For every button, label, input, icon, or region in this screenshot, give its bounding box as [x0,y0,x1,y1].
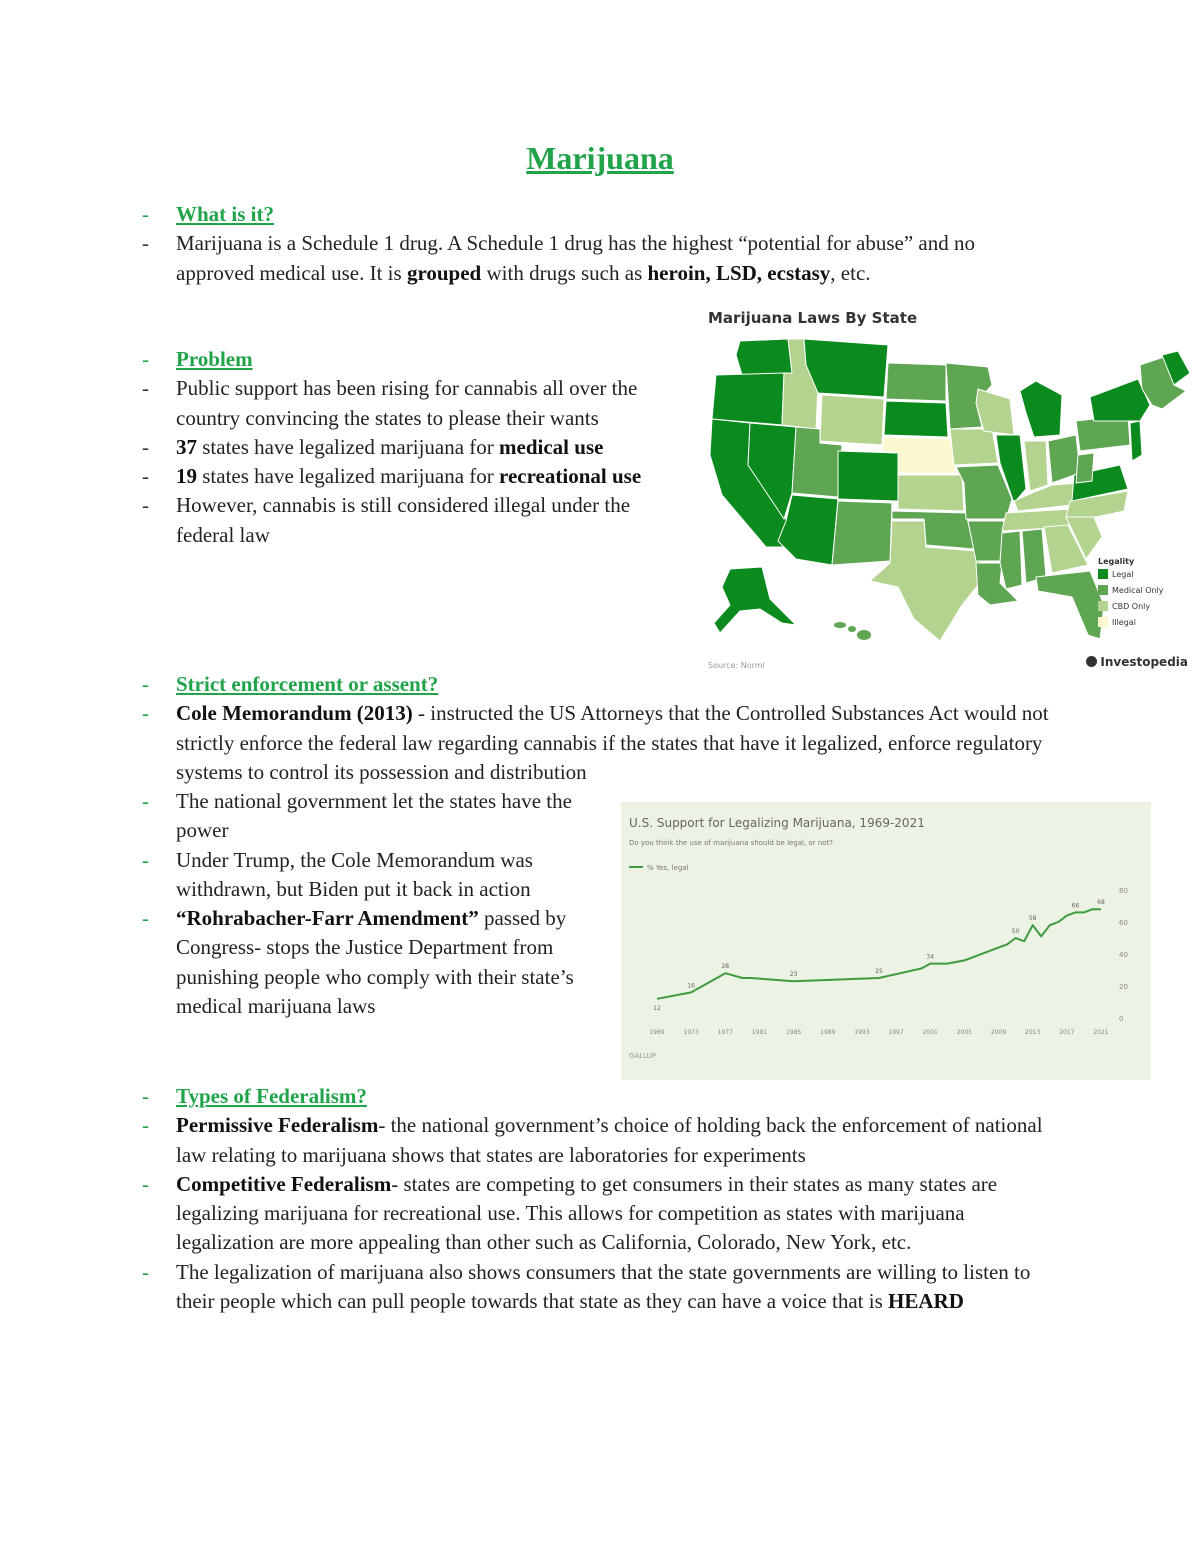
text: - the national government’s choice of holding back the enforcement of national law relating to marijuana shows that states are laboratories for experiments [176,1113,1043,1167]
data-label: 23 [789,971,798,979]
list-item [142,229,1057,288]
list-item [142,846,592,905]
section-what-is-it [142,200,1057,288]
bullet-dash: - [142,347,149,371]
x-tick-label: 1977 [717,1029,733,1036]
state-wisconsin [976,389,1014,435]
bullet-dash: - [142,464,149,489]
gallup-support-chart [621,802,1151,1080]
data-label: 16 [687,982,695,990]
list-item [142,433,667,462]
x-tick-label: 1997 [888,1029,904,1036]
legend-title: Legality [1098,557,1135,566]
y-tick-label: 40 [1119,951,1128,959]
state-south-dakota [884,401,948,437]
data-label: 50 [1011,928,1020,935]
x-tick-label: 1973 [683,1029,699,1036]
list-item [142,1082,1067,1111]
x-tick-label: 1981 [751,1029,768,1036]
chart-source: GALLUP [629,1052,657,1060]
state-florida [1036,571,1104,639]
x-tick-label: 1985 [785,1029,802,1036]
text: - states are competing to get consumers in their states as many states are legalizing marijuana for recreational use. This allows for competition as states with marijuana legalization are more appealing than other such as California, Colorado, New York, etc. [176,1171,998,1255]
bullet-dash: - [142,376,149,401]
bold-text: heroin, LSD, ecstasy [647,260,831,285]
text: The national government let the states have the power [176,789,572,843]
data-label: 28 [721,963,730,971]
list-item [142,1258,1067,1317]
state-michigan [1020,381,1062,437]
data-label: 68 [1097,899,1105,907]
state-wyoming [820,395,884,445]
y-tick-label: 20 [1119,983,1128,991]
text: The legalization of marijuana also shows consumers that the state governments are willing to listen to their people which can pull people towards that state as they can have a voice that is [176,1259,1031,1314]
marijuana-laws-map-figure [700,305,1192,677]
series-line [657,909,1101,999]
state-iowa [950,429,998,465]
text: , etc. [830,260,871,285]
bold-text: 19 [176,464,197,489]
text: with drugs such as [481,260,648,285]
section-heading: Types of Federalism? [176,1084,367,1108]
state-new-mexico [832,501,892,565]
state-new-jersey [1130,421,1142,461]
legend-label: CBD Only [1112,602,1151,611]
investopedia-icon [1086,656,1097,667]
section-heading: Strict enforcement or assent? [176,672,439,696]
list-item [142,462,667,491]
legend-label: % Yes, legal [647,864,689,872]
text: states have legalized marijuana for [197,434,500,459]
state-hawaii [834,622,846,628]
text: However, cannabis is still considered illegal under the federal law [176,493,631,547]
section-heading: Problem [176,347,253,371]
x-tick-label: 1969 [649,1029,665,1036]
investopedia-logo [1086,655,1188,669]
x-tick-label: 2009 [990,1029,1007,1036]
data-label: 12 [653,1004,661,1012]
section-heading: What is it? [176,202,275,226]
legend-label: Legal [1112,570,1134,579]
bullet-dash: - [142,672,149,696]
list-item [142,670,1067,699]
x-tick-label: 2013 [1025,1029,1041,1036]
legend-item [1098,617,1164,633]
data-label: 58 [1028,915,1037,923]
legend-item [1098,601,1164,617]
section-problem [142,345,667,550]
legend-swatch [1098,585,1108,595]
document-title: Marijuana [526,140,674,176]
bold-text: 37 [176,434,197,459]
bold-text: grouped [406,260,482,285]
bullet-dash: - [142,202,149,226]
bullet-dash: - [142,701,149,726]
map-title: Marijuana Laws By State [708,309,918,327]
state-hawaii [848,626,856,632]
list-item [142,1170,1067,1258]
state-west-virginia [1076,453,1094,483]
map-source: Source: Norml [708,661,765,670]
bullet-dash: - [142,1113,149,1138]
bold-text: medical use [499,434,604,459]
legend-item [1098,585,1164,601]
state-oregon [712,373,784,425]
legend-swatch [1098,617,1108,627]
x-tick-label: 2021 [1093,1029,1109,1036]
bullet-dash: - [142,789,149,813]
text: Public support has been rising for cannabis all over the country convincing the states to please their wants [176,376,638,430]
legend-label: Medical Only [1112,586,1164,595]
bullet-dash: - [142,1084,149,1108]
list-item [142,491,667,550]
section-types-of-federalism [142,1082,1067,1316]
state-hawaii [857,630,871,640]
list-item [142,904,592,1021]
y-tick-label: 80 [1119,887,1128,895]
state-montana [804,339,888,397]
bold-text: Permissive Federalism [176,1113,379,1138]
legend-swatch [1098,601,1108,611]
bold-text: “Rohrabacher-Farr Amendment” [176,906,479,931]
bold-text: Competitive Federalism [176,1171,392,1196]
list-item [142,1111,1067,1170]
chart-subtitle: Do you think the use of marijuana should be legal, or not? [629,839,834,847]
state-kansas [898,475,964,511]
bullet-dash: - [142,906,149,931]
x-tick-label: 2017 [1059,1029,1075,1036]
text: passed by Congress- stops the Justice Department from punishing people who comply with their state’s medical marijuana laws [176,906,574,1019]
bold-text: recreational use [499,464,642,489]
y-tick-label: 60 [1119,919,1128,927]
state-new-york [1090,379,1150,421]
x-tick-label: 1989 [820,1029,836,1036]
list-item [142,200,1057,229]
bold-text: HEARD [888,1289,964,1314]
bullet-dash: - [142,434,149,459]
bullet-dash: - [142,847,149,872]
state-north-dakota [886,363,946,401]
x-tick-label: 1993 [854,1029,870,1036]
chart-title: U.S. Support for Legalizing Marijuana, 1969-2021 [629,816,925,830]
legend-item [1098,569,1164,585]
bullet-dash: - [142,493,149,518]
state-alabama [1022,529,1046,583]
bullet-dash: - [142,1171,149,1196]
data-label: 66 [1071,902,1080,910]
list-item [142,345,667,374]
list-item [142,374,667,433]
text: states have legalized marijuana for [197,464,500,489]
data-label: 34 [926,953,935,961]
section-strict-enforcement-cont [142,787,592,1021]
state-washington [736,339,792,375]
text: Under Trump, the Cole Memorandum was withdrawn, but Biden put it back in action [176,847,533,901]
state-alaska [714,567,796,633]
state-mississippi [1000,531,1022,589]
data-label: 25 [875,968,883,975]
legend-swatch [1098,569,1108,579]
state-indiana [1024,441,1048,491]
list-item [142,787,592,846]
text: - instructed the US Attorneys that the Controlled Substances Act would not strictly enforce the federal law regarding cannabis if the states that have it legalized, enforce regulatory systems to control its possession and distribution [176,701,1049,784]
chart-plot [621,802,1151,1080]
legend-label: Illegal [1112,618,1136,627]
text: Marijuana is a Schedule 1 drug. A Schedule 1 drug has the highest “potential for abuse” and no approved medical use. It is [176,231,975,285]
x-tick-label: 2005 [956,1029,973,1036]
brand-text: Investopedia [1100,655,1188,669]
section-strict-enforcement [142,670,1067,787]
y-tick-label: 0 [1119,1015,1124,1023]
bold-text: Cole Memorandum (2013) [176,701,413,726]
map-legend [1098,557,1164,633]
bullet-dash: - [142,1259,149,1284]
list-item [142,699,1067,787]
x-tick-label: 2001 [922,1029,938,1036]
bullet-dash: - [142,231,149,256]
state-colorado [838,451,898,501]
